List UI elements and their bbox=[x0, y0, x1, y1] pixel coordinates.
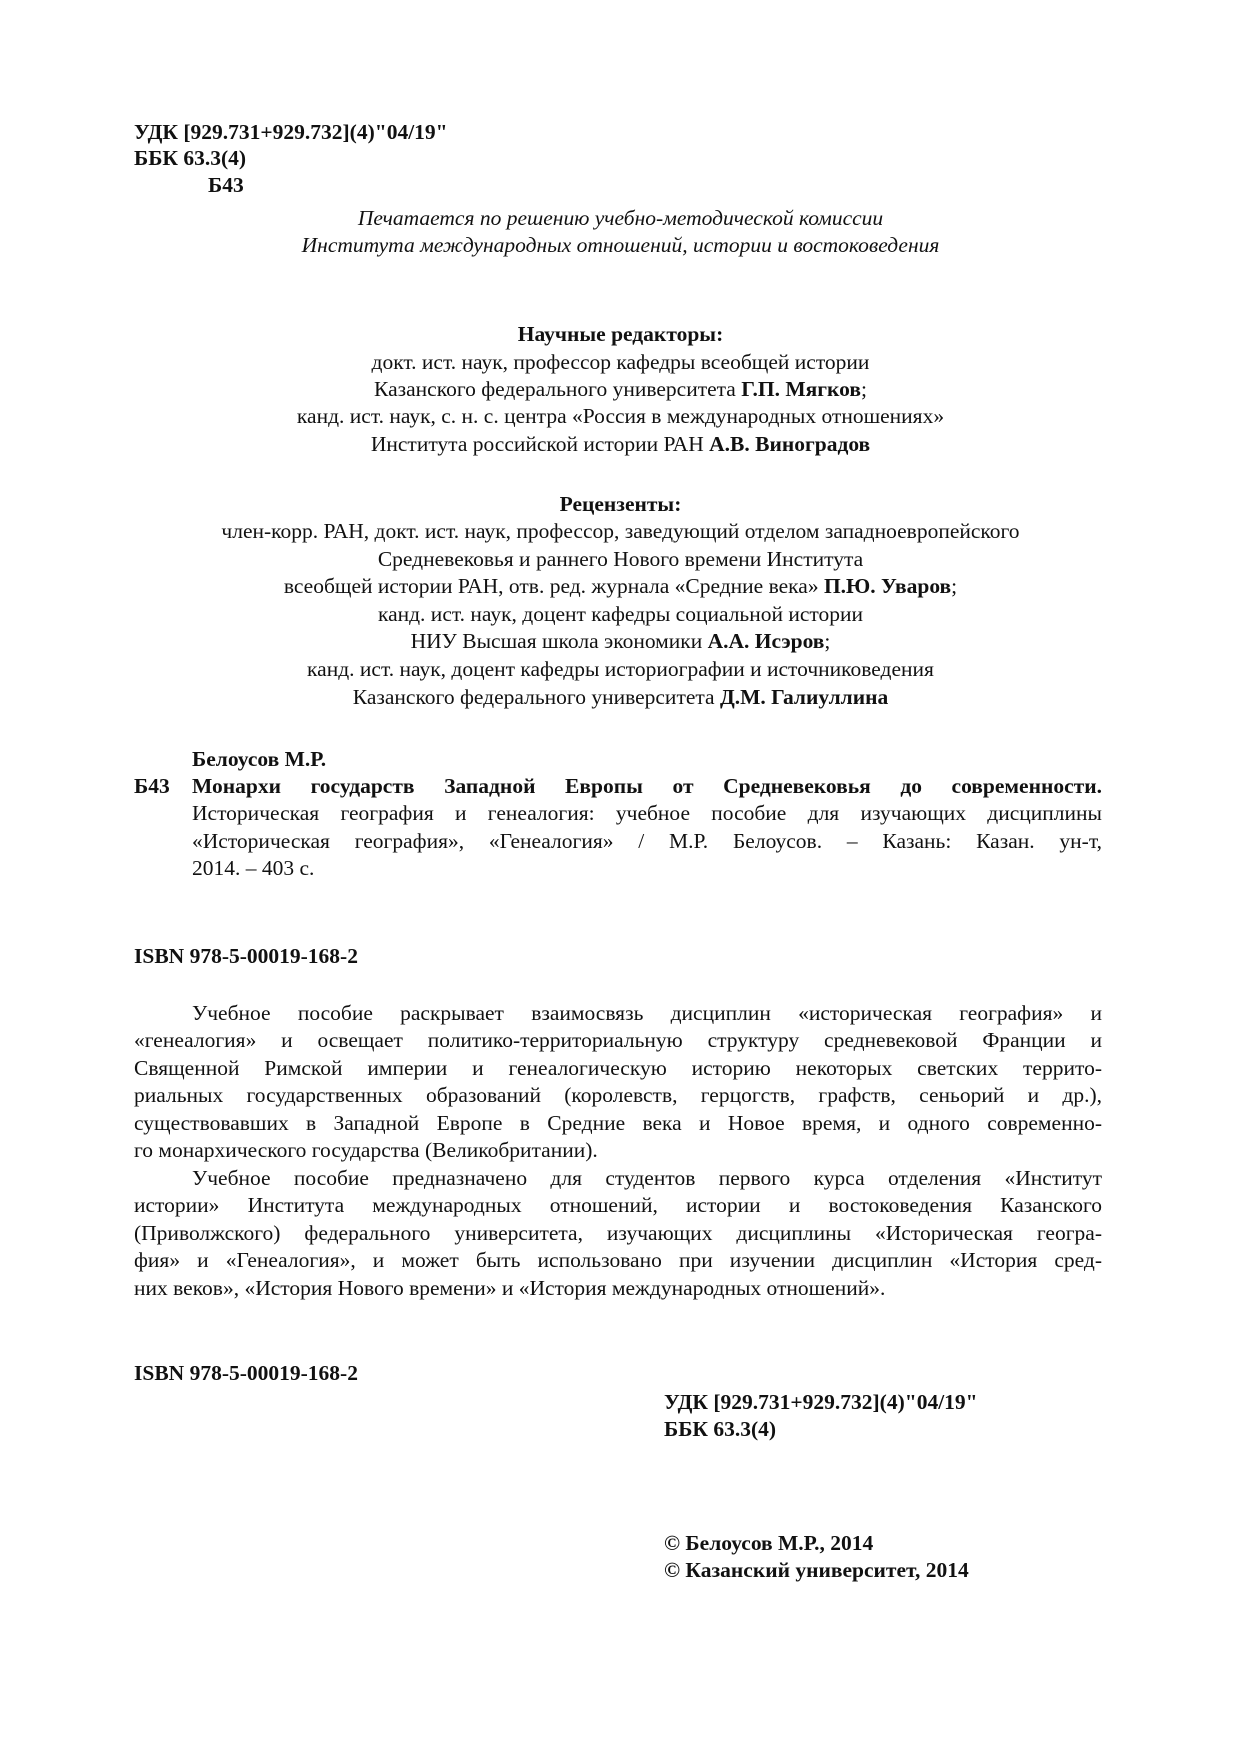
copyright-author: © Белоусов М.Р., 2014 bbox=[664, 1531, 874, 1555]
reviewers-line: канд. ист. наук, доцент кафедры историографии и источниковедения bbox=[307, 657, 934, 681]
book-title: Монархи государств Западной Европы от Средневековья до современности. bbox=[192, 774, 1102, 798]
reviewers-line: канд. ист. наук, доцент кафедры социальной истории bbox=[377, 602, 864, 626]
reviewer-name: П.Ю. Уваров bbox=[823, 574, 952, 598]
abstract-line: риальных государственных образований (королевств, герцогств, графств, сеньорий и др.), bbox=[134, 1083, 1102, 1107]
book-author: Белоусов М.Р. bbox=[192, 747, 327, 771]
editors-line: Института российской истории РАН А.В. Виноградов bbox=[370, 432, 871, 456]
reviewers-line: Казанского федерального университета Д.М. Галиуллина bbox=[352, 685, 889, 709]
approval-line-2: Института международных отношений, истории и востоковедения bbox=[301, 233, 940, 257]
abstract-line: истории» Института международных отношений, истории и востоковедения Казанского bbox=[134, 1193, 1102, 1217]
reviewer-name: А.А. Исэров bbox=[707, 629, 825, 653]
reviewer-name: Д.М. Галиуллина bbox=[719, 685, 889, 709]
isbn-bottom: ISBN 978-5-00019-168-2 bbox=[134, 1361, 358, 1385]
abstract-line: «генеалогия» и освещает политико-территориальную структуру средневековой Франции и bbox=[134, 1028, 1102, 1052]
abstract-line: них веков», «История Нового времени» и «История международных отношений». bbox=[134, 1276, 886, 1300]
book-desc-line: 2014. – 403 с. bbox=[192, 856, 315, 880]
editors-heading: Научные редакторы: bbox=[517, 322, 724, 346]
abstract-line: (Приволжского) федерального университета, изучающих дисциплины «Историческая геогра- bbox=[134, 1221, 1102, 1245]
abstract-line: фия» и «Генеалогия», и может быть использовано при изучении дисциплин «История сред- bbox=[134, 1248, 1102, 1272]
reviewers-line: Средневековья и раннего Нового времени Института bbox=[377, 547, 864, 571]
abstract-line: Учебное пособие предназначено для студентов первого курса отделения «Институт bbox=[192, 1166, 1102, 1190]
approval-line-1: Печатается по решению учебно-методической комиссии bbox=[357, 206, 884, 230]
abstract-line: го монархического государства (Великобритании). bbox=[134, 1138, 598, 1162]
footer-udk: УДК [929.731+929.732](4)"04/19" bbox=[664, 1390, 978, 1414]
bbk-code: ББК 63.3(4) bbox=[134, 146, 247, 170]
abstract-line: Священной Римской империи и генеалогическую историю некоторых светских террито- bbox=[134, 1056, 1102, 1080]
editors-line: докт. ист. наук, профессор кафедры всеобщей истории bbox=[371, 350, 870, 374]
abstract-line: Учебное пособие раскрывает взаимосвязь дисциплин «историческая география» и bbox=[192, 1001, 1102, 1025]
udk-code: УДК [929.731+929.732](4)"04/19" bbox=[134, 120, 448, 144]
editors-line: Казанского федерального университета Г.П. Мягков; bbox=[374, 377, 867, 401]
reviewers-line: член-корр. РАН, докт. ист. наук, профессор, заведующий отделом западноевропейского bbox=[221, 519, 1020, 543]
abstract-line: существовавших в Западной Европе в Средние века и Новое время, и одного современно- bbox=[134, 1111, 1102, 1135]
editor-name: А.В. Виноградов bbox=[709, 432, 871, 456]
book-desc-line: «Историческая география», «Генеалогия» / М.Р. Белоусов. – Казань: Казан. ун-т, bbox=[192, 829, 1102, 853]
reviewers-line: НИУ Высшая школа экономики А.А. Исэров; bbox=[410, 629, 831, 653]
author-mark: Б43 bbox=[208, 173, 244, 197]
footer-bbk: ББК 63.3(4) bbox=[664, 1417, 777, 1441]
reviewers-heading: Рецензенты: bbox=[559, 492, 682, 516]
editors-line: канд. ист. наук, с. н. с. центра «Россия в международных отношениях» bbox=[296, 404, 945, 428]
isbn-top: ISBN 978-5-00019-168-2 bbox=[134, 944, 358, 968]
copyright-publisher: © Казанский университет, 2014 bbox=[664, 1558, 969, 1582]
book-desc-line: Историческая география и генеалогия: учебное пособие для изучающих дисциплины bbox=[192, 801, 1102, 825]
editor-name: Г.П. Мягков bbox=[741, 377, 861, 401]
reviewers-line: всеобщей истории РАН, отв. ред. журнала «Средние века» П.Ю. Уваров; bbox=[283, 574, 958, 598]
book-code: Б43 bbox=[134, 774, 170, 798]
